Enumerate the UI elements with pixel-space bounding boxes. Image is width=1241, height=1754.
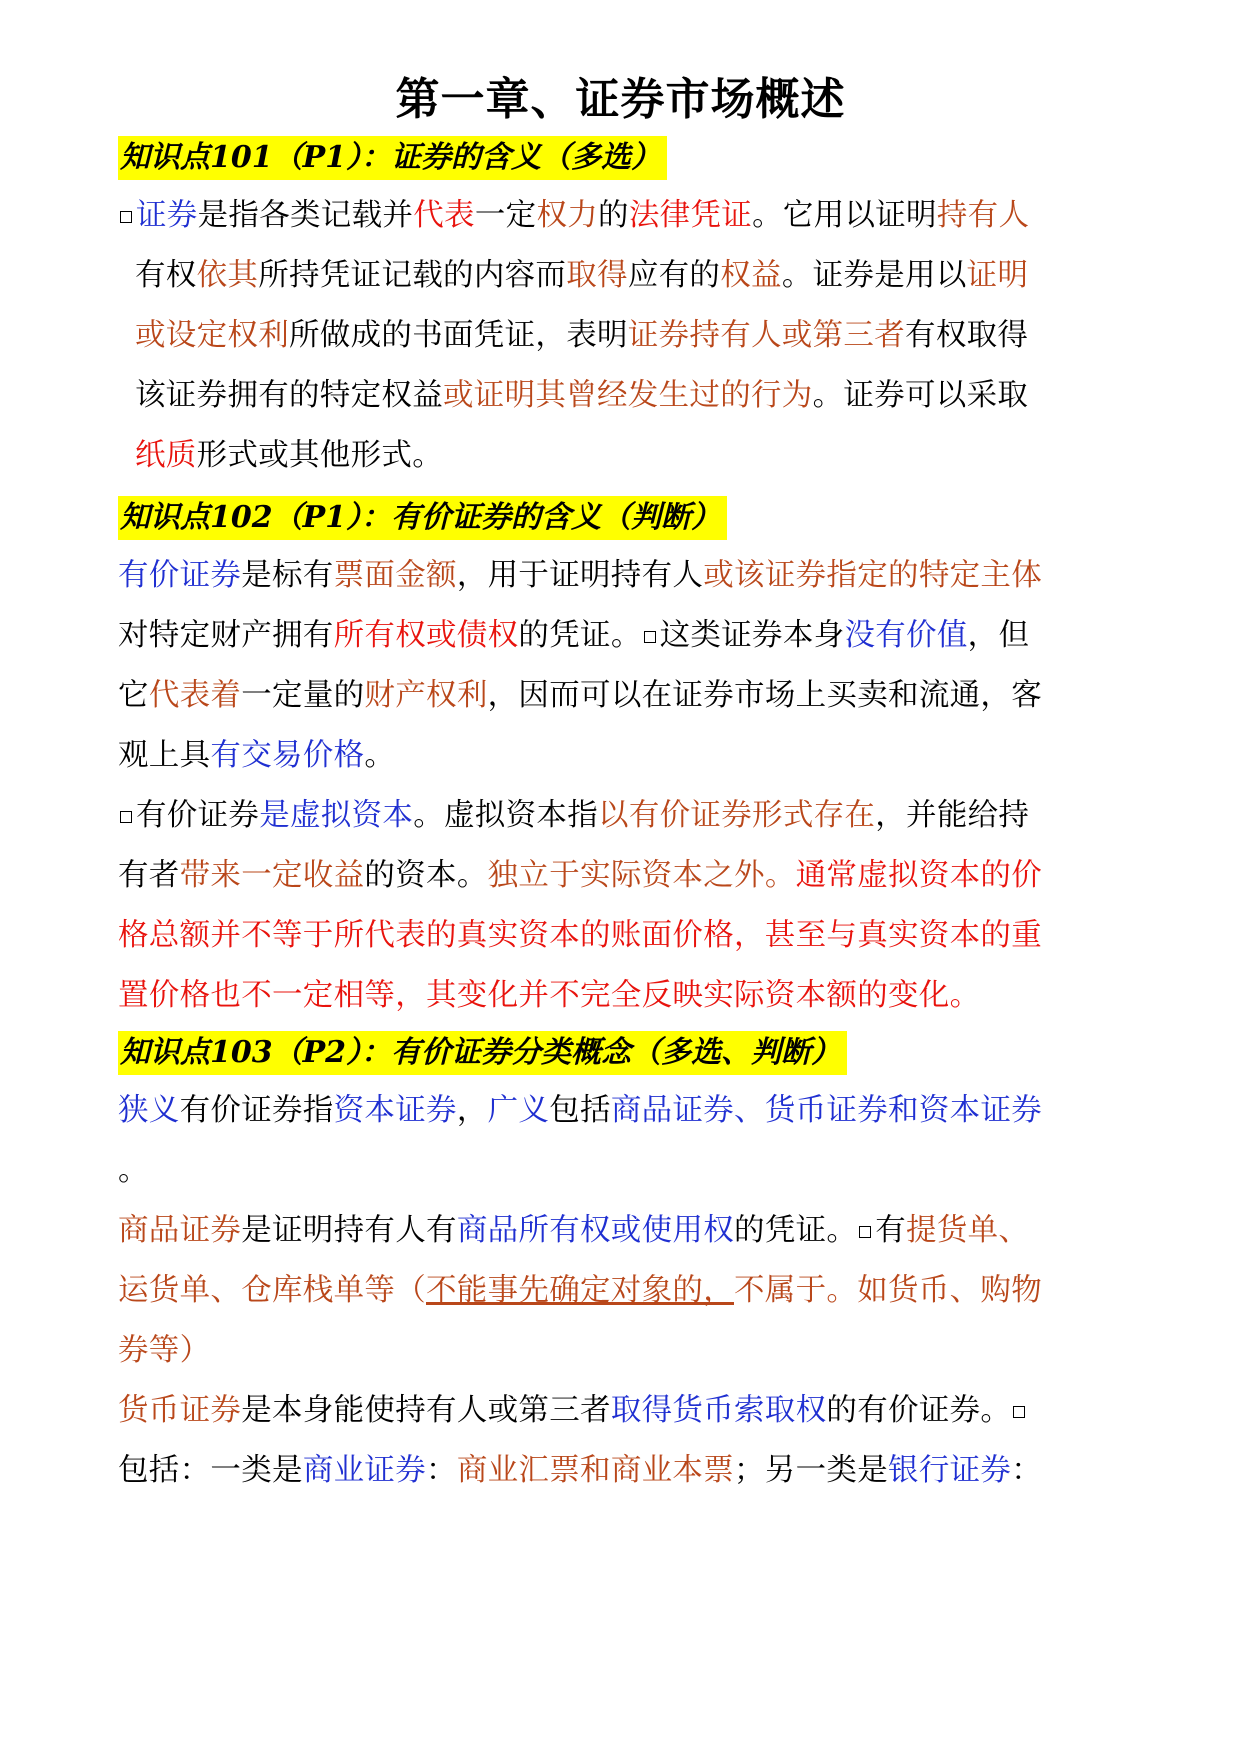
term: 广义 [487,1093,550,1128]
term: 证券持有人或第三者 [627,318,906,353]
term: 提货单、 [906,1213,1030,1248]
term: 取得货币索取权 [610,1393,827,1428]
text: 。证券可以采取 [812,378,1029,413]
text: 是本身能使持有人或第三者 [241,1393,611,1428]
checkbox-icon [120,811,132,823]
text: 有者 [118,858,180,893]
text: 。证券是用以 [781,258,967,293]
term: 银行证券 [888,1453,1012,1488]
text: ，因而可以在证券市场上买卖和流通，客 [487,678,1043,713]
text: 。 [118,1153,149,1188]
term: 商品证券 [118,1213,242,1248]
checkbox-icon [644,631,656,643]
term: 格总额并不等于所代表的真实资本的账面价格，甚至与真实资本的重 [118,918,1042,953]
term: 带来一定收益 [179,858,365,893]
checkbox-icon [120,211,132,223]
text: ， [456,1093,488,1128]
paragraph-line [135,316,1028,356]
term: 以有价证券形式存在 [598,798,876,833]
text: 的凭证。 [518,618,642,653]
text: 有价证券指 [179,1093,334,1128]
text: 形式或其他形式。 [196,438,444,473]
term: 依其 [196,258,259,293]
text: 的凭证。 [734,1213,858,1248]
term: 所有权或债权 [333,618,519,653]
text: ；另一类是 [734,1453,889,1488]
paragraph-line [118,676,1042,716]
term: 置价格也不一定相等，其变化并不完全反映实际资本额的变化。 [118,978,981,1013]
paragraph-line [118,1091,1042,1131]
text: ： [426,1453,457,1488]
term: 证券 [136,198,198,233]
paragraph-line [118,736,395,776]
paragraph-line [135,376,1028,416]
text: 有权取得 [905,318,1029,353]
paragraph-line [118,1451,1042,1491]
term: 狭义 [118,1093,180,1128]
paragraph-line [118,916,1042,956]
term: 没有价值 [844,618,968,653]
term: 证明 [966,258,1029,293]
term: 商业汇票和商业本票 [456,1453,735,1488]
knowledge-point-102-heading: 知识点102（P1）：有价证券的含义（判断） [118,496,727,540]
text: 是指各类记载并 [197,198,414,233]
text: ，并能给持 [875,798,1030,833]
text: 观上具 [118,738,211,773]
term: 取得 [566,258,628,293]
term: 有价证券 [118,558,242,593]
paragraph-line [118,1211,1029,1251]
knowledge-point-103-heading: 知识点103（P2）：有价证券分类概念（多选、判断） [118,1031,847,1075]
text: ，但 [967,618,1030,653]
text: 有权 [135,258,197,293]
paragraph-line [118,1151,149,1191]
term: 纸质 [135,438,197,473]
paragraph-line [118,1331,210,1371]
term: 持有人 [936,198,1030,233]
text: 的资本。 [364,858,488,893]
text: 。虚拟资本指 [413,798,599,833]
text: 应有的 [627,258,721,293]
term: 财产权利 [364,678,488,713]
text: 是标有 [241,558,334,593]
term: 权力 [536,198,599,233]
term: 票面金额 [333,558,457,593]
term: 独立于实际资本之外。 [487,858,796,893]
paragraph-line [118,556,1042,596]
term: 商品证券、货币证券和资本证券 [610,1093,1043,1128]
paragraph-line [118,796,1029,836]
knowledge-point-101-heading: 知识点101（P1）：证券的含义（多选） [118,136,667,180]
term: 或该证券指定的特定主体 [703,558,1043,593]
checkbox-icon [859,1226,871,1238]
text: 有 [875,1213,907,1248]
term: 法律凭证 [628,198,753,233]
paragraph-line [118,1271,1042,1311]
text: 。 [364,738,396,773]
text: 。它用以证明 [752,198,937,233]
text: 有价证券 [136,798,260,833]
paragraph-line [118,196,1029,236]
term: 资本证券 [333,1093,457,1128]
paragraph-line [118,1391,1029,1431]
text: 的有价证券。 [826,1393,1012,1428]
term: 运货单、仓库栈单等（ [118,1273,426,1308]
text: 一定量的 [241,678,365,713]
text: 这类证券本身 [659,618,845,653]
checkbox-icon [1013,1406,1025,1418]
text: 它 [118,678,149,713]
term: 货币证券 [118,1393,242,1428]
term: 不属于。如货币、购物 [734,1273,1042,1308]
term: 是虚拟资本 [259,798,414,833]
paragraph-line [135,436,443,476]
paragraph-line [118,616,1029,656]
text: 的 [598,198,629,233]
term: 通常虚拟资本的价 [795,858,1043,893]
paragraph-line [135,256,1028,296]
term: 权益 [720,258,782,293]
text: 包括：一类是 [118,1453,303,1488]
text: 所持凭证记载的内容而 [258,258,567,293]
term: 商品所有权或使用权 [456,1213,735,1248]
text: 包括 [549,1093,611,1128]
term: 代表着 [148,678,242,713]
underlined-note: 不能事先确定对象的， [426,1273,734,1308]
term: 有交易价格 [210,738,365,773]
term: 或设定权利 [135,318,289,353]
paragraph-line [118,856,1042,896]
text: 一定 [474,198,537,233]
chapter-title: 第一章、证券市场概述 [395,74,846,125]
text: ： [1011,1453,1043,1488]
term: 商业证券 [302,1453,427,1488]
text: 对特定财产拥有 [118,618,334,653]
term: 或证明其曾经发生过的行为 [443,378,813,413]
text: 所做成的书面凭证，表明 [289,318,628,353]
text: 是证明持有人有 [241,1213,457,1248]
paragraph-line [118,976,980,1016]
term: 券等） [118,1333,211,1368]
text: ，用于证明持有人 [456,558,704,593]
text: 该证券拥有的特定权益 [135,378,443,413]
term: 代表 [413,198,475,233]
